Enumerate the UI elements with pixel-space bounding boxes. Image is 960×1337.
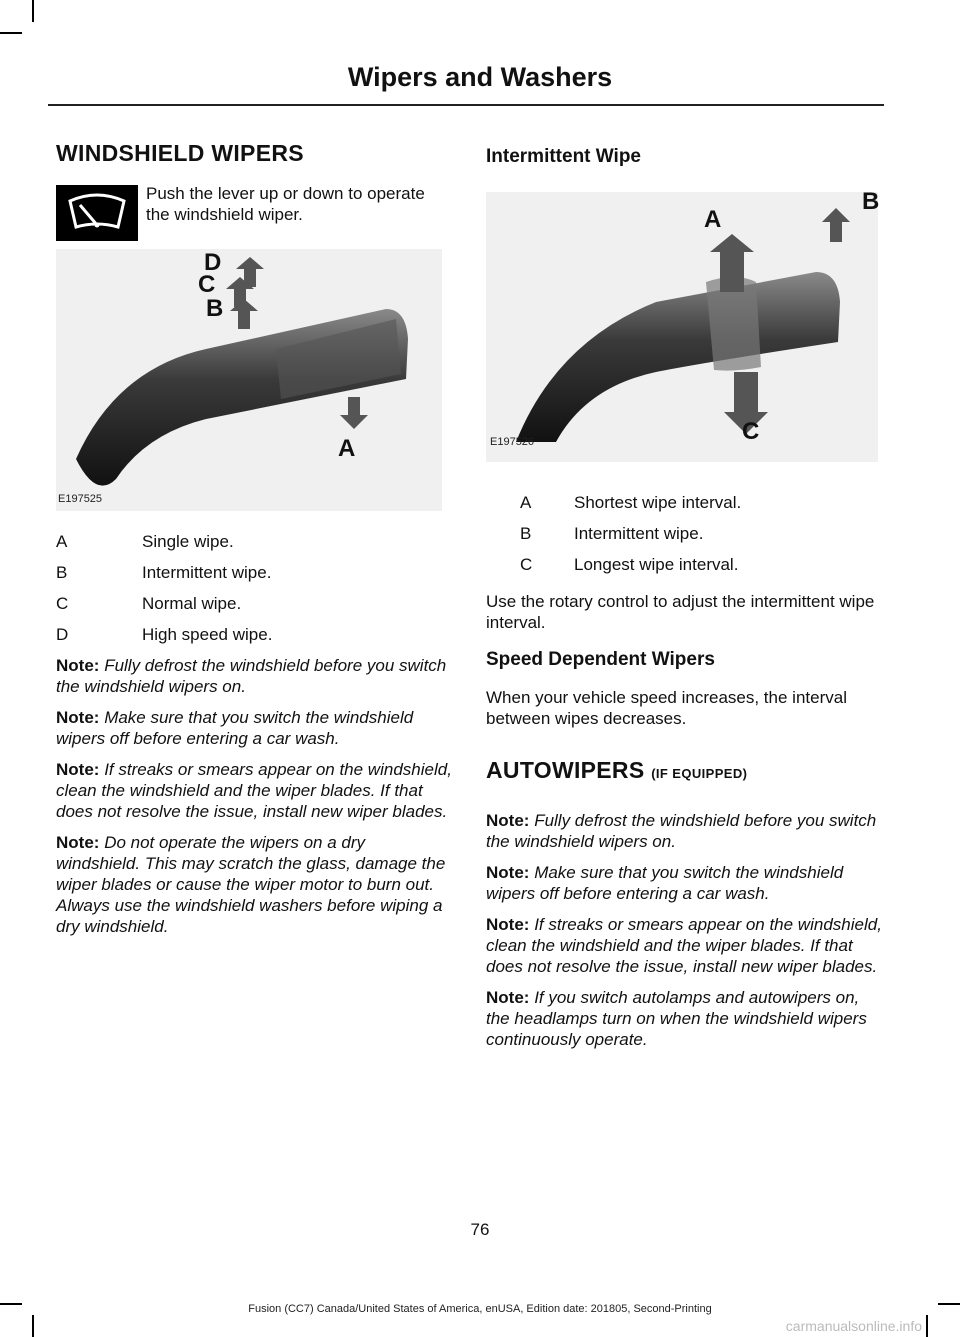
legend-text: High speed wipe. (142, 625, 273, 644)
legend-key: B (56, 563, 68, 582)
figure-code: E197525 (58, 493, 103, 505)
legend-text: Single wipe. (142, 532, 234, 551)
autowipers-title: AUTOWIPERS (486, 757, 645, 783)
header-divider (48, 104, 884, 106)
figure-label-a: A (704, 206, 722, 233)
legend-item (56, 531, 452, 552)
left-notes (56, 655, 452, 937)
legend-key: A (520, 493, 532, 512)
legend-key: A (56, 532, 68, 551)
note-text: If streaks or smears appear on the windshield, clean the windshield and the wiper blades. If that does not resolve the issue, install new wiper blades. (56, 760, 452, 821)
legend-item (56, 562, 452, 583)
speed-dependent-text: When your vehicle speed increases, the interval between wipes decreases. (486, 688, 847, 728)
legend-text: Intermittent wipe. (142, 563, 272, 582)
page-number: 76 (470, 1220, 490, 1239)
crop-mark (926, 1315, 928, 1337)
legend-key: C (56, 594, 69, 613)
note (486, 914, 882, 977)
note (486, 987, 882, 1050)
legend-item (486, 492, 882, 513)
figure-label-a: A (338, 435, 356, 462)
legend-key: C (520, 555, 533, 574)
note (486, 810, 882, 852)
footer-text: Fusion (CC7) Canada/United States of America, enUSA, Edition date: 201805, Second-Printing (248, 1303, 712, 1315)
note-label: Note: (56, 708, 100, 727)
subsection-title-speed-dependent: Speed Dependent Wipers (486, 649, 715, 670)
wiper-lever-figure (56, 249, 442, 511)
note-label: Note: (486, 811, 530, 830)
right-notes (486, 810, 882, 1050)
right-column (486, 146, 882, 1050)
note-text: Do not operate the wipers on a dry windshield. This may scratch the glass, damage the wiper blades or cause the wiper motor to burn out. Always use the windshield washers before wiping a dry windshield. (56, 833, 446, 936)
note (56, 832, 452, 937)
figure-code: E197526 (490, 436, 535, 448)
legend-key: B (520, 524, 532, 543)
note-label: Note: (56, 656, 100, 675)
left-column (56, 140, 452, 937)
page-title: Wipers and Washers (347, 62, 613, 92)
section-title-autowipers (486, 757, 882, 784)
legend-item (486, 554, 882, 575)
figure-label-d: D (204, 249, 222, 276)
right-legend (486, 492, 882, 575)
watermark: carmanualsonline.info (785, 1318, 922, 1334)
legend-text: Normal wipe. (142, 594, 242, 613)
note-text: Fully defrost the windshield before you switch the windshield wipers on. (486, 811, 877, 851)
autowipers-suffix: (IF EQUIPPED) (651, 766, 748, 781)
legend-text: Longest wipe interval. (574, 555, 739, 574)
legend-text: Intermittent wipe. (574, 524, 704, 543)
intermittent-lever-figure (486, 188, 880, 462)
figure-label-c: C (742, 418, 760, 445)
legend-item (486, 523, 882, 544)
crop-mark (32, 1315, 34, 1337)
note-label: Note: (486, 915, 530, 934)
legend-item (56, 624, 452, 645)
left-legend (56, 531, 452, 645)
note-text: Make sure that you switch the windshield wipers off before entering a car wash. (486, 863, 844, 903)
note-label: Note: (486, 863, 530, 882)
rotary-control-text: Use the rotary control to adjust the intermittent wipe interval. (486, 592, 875, 632)
section-title-windshield-wipers: WINDSHIELD WIPERS (56, 140, 304, 166)
legend-key: D (56, 625, 69, 644)
figure-label-b: B (862, 188, 880, 215)
note (56, 707, 452, 749)
note-text: Make sure that you switch the windshield wipers off before entering a car wash. (56, 708, 414, 748)
note-label: Note: (486, 988, 530, 1007)
note (56, 759, 452, 822)
note-text: Fully defrost the windshield before you switch the windshield wipers on. (56, 656, 447, 696)
legend-text: Shortest wipe interval. (574, 493, 742, 512)
note-text: If streaks or smears appear on the windshield, clean the windshield and the wiper blades. If that does not resolve the issue, install new wiper blades. (486, 915, 882, 976)
legend-item (56, 593, 452, 614)
figure-label-c: C (198, 271, 216, 298)
subsection-title-intermittent: Intermittent Wipe (486, 146, 641, 167)
crop-mark (32, 0, 34, 22)
note-label: Note: (56, 760, 100, 779)
crop-mark (0, 32, 22, 34)
intro-text: Push the lever up or down to operate the windshield wiper. (146, 184, 425, 224)
windshield-wiper-icon (56, 185, 138, 241)
note (56, 655, 452, 697)
note-label: Note: (56, 833, 100, 852)
note-text: If you switch autolamps and autowipers on, the headlamps turn on when the windshield wipers continuously operate. (486, 988, 867, 1049)
figure-label-b: B (206, 295, 224, 322)
note (486, 862, 882, 904)
